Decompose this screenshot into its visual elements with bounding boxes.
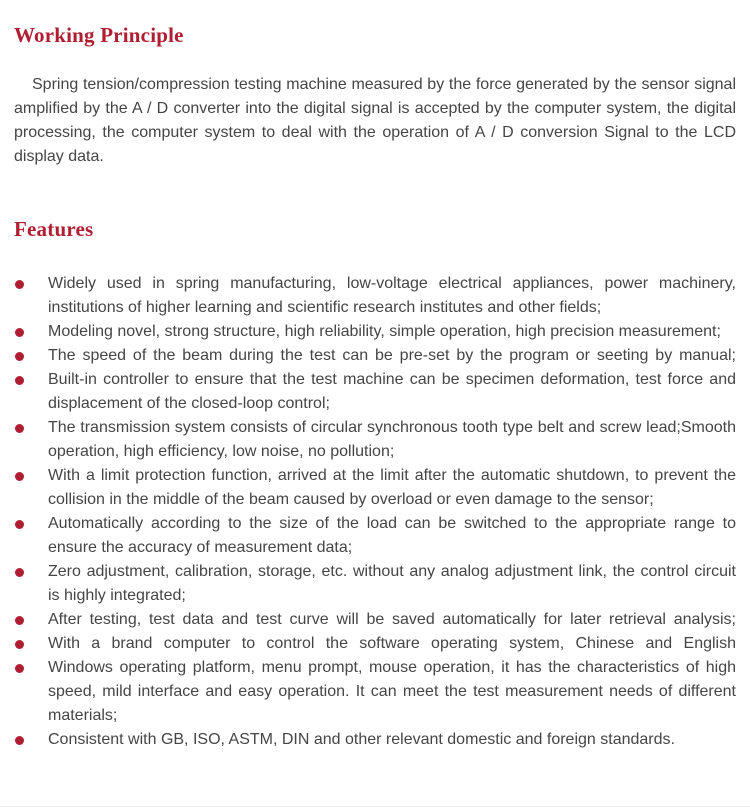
bullet-icon: [15, 376, 24, 385]
feature-text: The transmission system consists of circular synchronous tooth type belt and screw lead;Smooth operation, high efficiency, low noise, no pollution;: [48, 419, 736, 460]
feature-item: [14, 368, 736, 416]
bullet-icon: [15, 736, 24, 745]
feature-item: [14, 512, 736, 560]
feature-text: Built-in controller to ensure that the test machine can be specimen deformation, test force and displacement of the closed-loop control;: [48, 371, 736, 412]
bullet-icon: [15, 280, 24, 289]
bullet-icon: [15, 472, 24, 481]
feature-item: [14, 608, 736, 632]
bullet-icon: [15, 616, 24, 625]
bullet-icon: [15, 424, 24, 433]
bullet-icon: [15, 520, 24, 529]
feature-item: [14, 416, 736, 464]
feature-item: [14, 632, 736, 656]
feature-text: After testing, test data and test curve will be saved automatically for later retrieval analysis;: [48, 611, 736, 628]
bullet-icon: [15, 352, 24, 361]
bullet-icon: [15, 568, 24, 577]
feature-item: [14, 320, 736, 344]
features-title: Features: [14, 217, 94, 241]
feature-text: Widely used in spring manufacturing, low-voltage electrical appliances, power machinery, institutions of higher learning and scientific research institutes and other fields;: [48, 275, 736, 316]
bullet-icon: [15, 328, 24, 337]
feature-text: Consistent with GB, ISO, ASTM, DIN and other relevant domestic and foreign standards.: [48, 731, 675, 748]
feature-item: [14, 728, 736, 752]
bullet-icon: [15, 664, 24, 673]
working-principle-title: Working Principle: [14, 23, 184, 47]
feature-item: [14, 344, 736, 368]
bullet-icon: [15, 640, 24, 649]
feature-item: [14, 464, 736, 512]
feature-text: With a brand computer to control the software operating system, Chinese and English: [48, 635, 736, 652]
feature-item: [14, 560, 736, 608]
feature-text: Windows operating platform, menu prompt, mouse operation, it has the characteristics of high speed, mild interface and easy operation. It can meet the test measurement needs of different materials;: [48, 659, 736, 724]
feature-item: [14, 656, 736, 728]
feature-text: The speed of the beam during the test can be pre-set by the program or seeting by manual;: [48, 347, 736, 364]
features-list: [14, 272, 736, 752]
feature-text: Zero adjustment, calibration, storage, etc. without any analog adjustment link, the control circuit is highly integrated;: [48, 563, 736, 604]
feature-text: With a limit protection function, arrived at the limit after the automatic shutdown, to prevent the collision in the middle of the beam caused by overload or even damage to the sensor;: [48, 467, 736, 508]
feature-text: Modeling novel, strong structure, high reliability, simple operation, high precision measurement;: [48, 323, 721, 340]
feature-item: [14, 272, 736, 320]
working-principle-paragraph: Spring tension/compression testing machine measured by the force generated by the sensor signal amplified by the A / D converter into the digital signal is accepted by the computer system, the digital processing, the computer system to deal with the operation of A / D conversion Signal to the LCD display data.: [14, 76, 736, 165]
feature-text: Automatically according to the size of the load can be switched to the appropriate range to ensure the accuracy of measurement data;: [48, 515, 736, 556]
